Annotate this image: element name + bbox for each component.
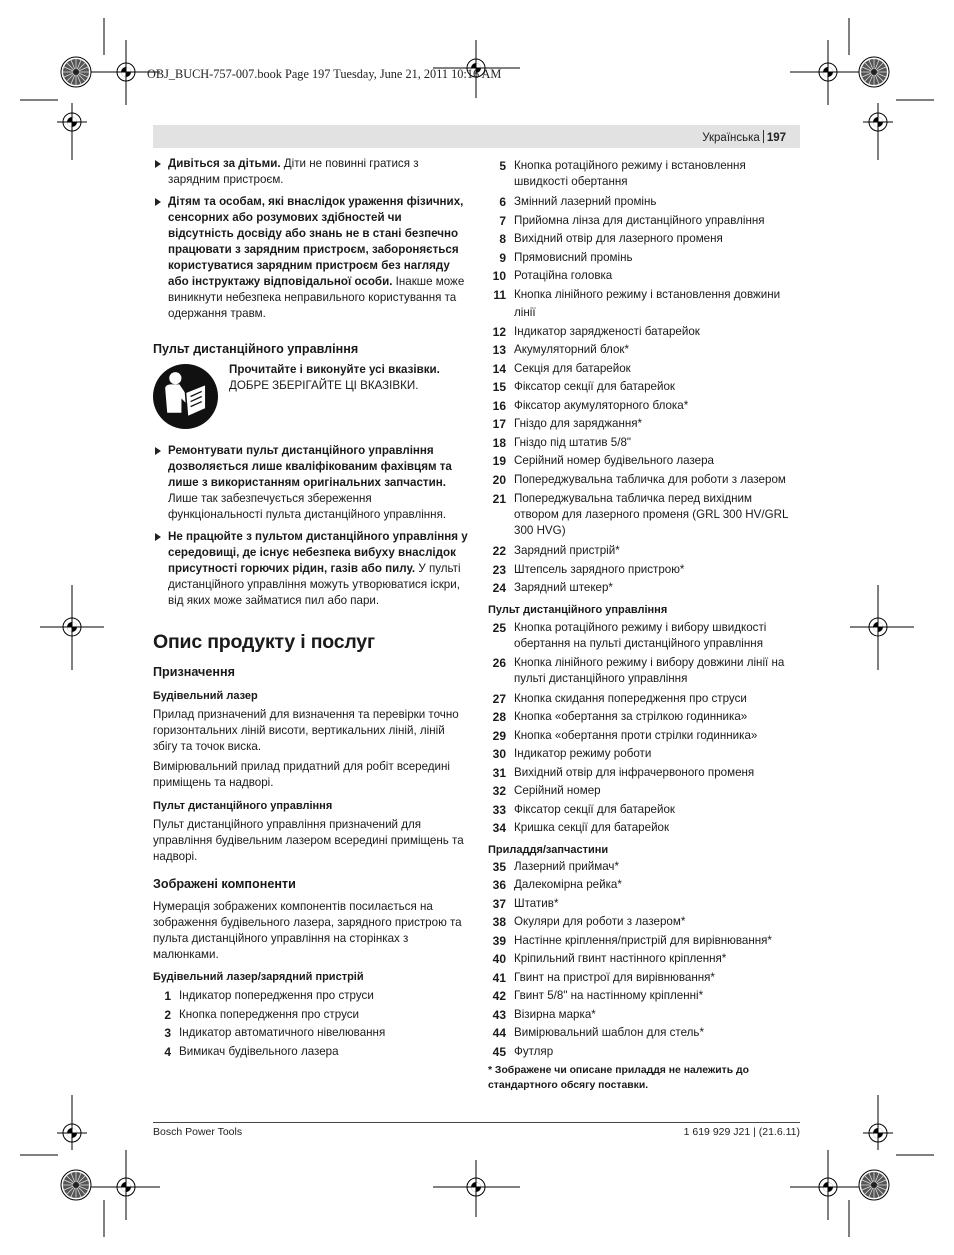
footer-brand: Bosch Power Tools: [153, 1126, 243, 1138]
list-item: [488, 895, 800, 914]
list-item: [153, 1006, 468, 1025]
list-item: [488, 360, 800, 379]
item-text: Індикатор автоматичного нівелювання: [179, 1026, 386, 1039]
item-number: 35: [492, 859, 506, 874]
item-text: Кріпильний гвинт настінного кріплення*: [514, 952, 727, 965]
item-number: 37: [492, 896, 506, 911]
bullet-bold-text: Дітям та особам, які внаслідок ураження фізичних, сенсорних або розумових здібностей чи відсутність досвіду або знань не в стані безпечно працювати з зарядним пристроєм, забороняється користуватися зарядним пристроєм без нагляду або інструктажу відповідальної особи.: [168, 195, 464, 288]
item-number: 28: [492, 710, 506, 724]
list-item: [488, 434, 800, 453]
bullet-text: У пульті дистанційного управління можуть утворюватися іскри, від яких може займатися пил або пари.: [168, 562, 461, 607]
list-item: [153, 987, 468, 1006]
read-manual-icon: [153, 364, 218, 429]
item-text: Кнопка ротаційного режиму і вибору швидкості обертання на пульті дистанційного управління: [514, 620, 767, 650]
remote-components-heading: Пульт дистанційного управління: [488, 603, 668, 616]
item-text: Кнопка «обертання проти стрілки годинника»: [514, 728, 758, 742]
page-header-bar: [153, 125, 800, 148]
page-number: 197: [766, 132, 786, 144]
item-text: Кнопка скидання попередження про струси: [514, 691, 747, 705]
list-item: [488, 158, 800, 190]
list-item: [488, 579, 800, 598]
remote-purpose-heading: Пульт дистанційного управління: [153, 800, 333, 812]
item-number: 17: [492, 417, 506, 431]
item-number: 31: [492, 765, 506, 780]
item-number: 23: [492, 562, 506, 577]
bullet-text: Діти не повинні гратися з зарядним пристроєм.: [168, 157, 419, 186]
item-number: 19: [492, 454, 506, 468]
item-text: Гніздо під штатив 5/8": [514, 435, 632, 449]
footer-doc-number: 1 619 929 J21 | (21.6.11): [683, 1126, 800, 1138]
item-text: Візирна марка*: [514, 1007, 596, 1021]
footer-rule: [153, 1122, 800, 1123]
list-item: [488, 987, 800, 1006]
list-item: [488, 323, 800, 342]
building-laser-paragraph-2: Вимірювальний прилад придатний для робіт всередині приміщень та надворі.: [153, 760, 451, 789]
list-item: [488, 819, 800, 838]
footnote: * Зображене чи описане приладдя не належить до стандартного обсягу поставки.: [488, 1065, 749, 1091]
item-number: 24: [492, 581, 506, 595]
item-text: Прямовисний промінь: [514, 250, 633, 264]
item-number: 5: [499, 159, 506, 173]
item-number: 38: [492, 915, 506, 929]
list-item: [488, 782, 800, 801]
item-text: Штепсель зарядного пристрою*: [514, 562, 685, 576]
item-text: Настінне кріплення/пристрій для вирівнювання*: [514, 933, 772, 947]
laser-charger-heading: Будівельний лазер/зарядний пристрій: [153, 971, 364, 983]
bullet-bold-text: Не працюйте з пультом дистанційного управління у середовищі, де існує небезпека вибуху внаслідок присутності горючих рідин, газів або пилу.: [168, 530, 468, 575]
item-number: 45: [492, 1044, 506, 1059]
remote-purpose-paragraph: Пульт дистанційного управління призначений для управління будівельним лазером всередині приміщень та надворі.: [153, 818, 464, 863]
item-text: Лазерний приймач*: [514, 859, 619, 873]
item-number: 39: [492, 933, 506, 948]
list-item: [488, 286, 800, 323]
right-column: [488, 156, 800, 1093]
list-item: [488, 1024, 800, 1043]
item-number: 33: [492, 802, 506, 817]
item-text: Секція для батарейок: [514, 361, 631, 375]
item-text: Вихідний отвір для інфрачервоного променя: [514, 765, 755, 779]
list-item: [488, 193, 800, 212]
item-number: 36: [492, 878, 506, 892]
item-number: 27: [492, 691, 506, 706]
item-number: 11: [493, 287, 506, 302]
item-text: Прийомна лінза для дистанційного управління: [514, 213, 765, 227]
item-text: Кнопка лінійного режиму і вибору довжини лінії на пульті дистанційного управління: [514, 655, 785, 685]
list-item: [488, 620, 800, 652]
item-text: Вимірювальний шаблон для стель*: [514, 1026, 704, 1039]
list-item: [488, 491, 800, 539]
components-list-d: [488, 858, 800, 1062]
list-item: [488, 764, 800, 783]
read-instructions-bold: Прочитайте і виконуйте усі вказівки.: [229, 363, 440, 376]
components-list-a: [153, 987, 468, 1061]
list-item: [488, 230, 800, 249]
item-number: 34: [492, 821, 506, 835]
components-list-c: [488, 620, 800, 838]
list-item: [488, 378, 800, 397]
item-text: Гніздо для заряджання*: [514, 417, 643, 430]
item-text: Зарядний пристрій*: [514, 544, 620, 557]
item-text: Штатив*: [514, 896, 559, 910]
list-item: [488, 932, 800, 951]
item-text: Акумуляторний блок*: [514, 343, 629, 356]
item-number: 15: [492, 380, 506, 394]
list-item: [488, 1043, 800, 1062]
building-laser-paragraph: Прилад призначений для визначення та перевірки точно горизонтальних ліній висоти, вертикальних ліній, ліній збігу та точок виска.: [153, 708, 459, 753]
item-number: 41: [492, 970, 506, 985]
item-number: 14: [492, 361, 506, 376]
item-text: Індикатор попередження про струси: [179, 989, 374, 1002]
list-item: [488, 249, 800, 268]
item-text: Фіксатор секції для батарейок: [514, 802, 675, 816]
item-text: Серійний номер будівельного лазера: [514, 454, 714, 467]
header-language: Українська: [702, 132, 760, 144]
item-number: 8: [499, 232, 506, 246]
safety-bullet: [153, 194, 468, 322]
components-paragraph: Нумерація зображених компонентів посилається на зображення будівельного лазера, зарядного пристрою та пульта дистанційного управління на сторінках з малюнками.: [153, 900, 462, 961]
list-item: [488, 950, 800, 969]
item-text: Гвинт на пристрої для вирівнювання*: [514, 970, 715, 984]
item-text: Попереджувальна табличка для роботи з лазером: [514, 472, 786, 486]
list-item: [488, 690, 800, 709]
item-text: Вихідний отвір для лазерного променя: [514, 232, 723, 245]
item-text: Кнопка лінійного режиму і встановлення довжини лінії: [514, 287, 781, 319]
item-number: 18: [492, 435, 506, 450]
bullet-bold-text: Ремонтувати пульт дистанційного управління дозволяється лише кваліфікованим фахівцям та лише з використанням оригінальних запчастин.: [168, 444, 452, 489]
item-number: 1: [164, 989, 171, 1003]
list-item: [488, 745, 800, 764]
list-item: [488, 397, 800, 416]
list-item: [488, 708, 800, 727]
list-item: [488, 876, 800, 895]
read-instructions-block: [153, 362, 468, 429]
section-title: Опис продукту і послуг: [153, 631, 375, 653]
item-number: 30: [492, 747, 506, 761]
item-number: 42: [492, 989, 506, 1003]
item-text: Ротаційна головка: [514, 269, 613, 282]
item-number: 6: [499, 195, 506, 209]
list-item: [153, 1043, 468, 1062]
item-number: 4: [164, 1044, 171, 1059]
item-text: Зарядний штекер*: [514, 581, 613, 594]
item-number: 7: [499, 213, 506, 228]
item-text: Футляр: [514, 1044, 554, 1058]
item-text: Попереджувальна табличка перед вихідним отвором для лазерного променя (GRL 300 HV/GRL 300 HVG): [514, 492, 789, 537]
item-text: Далекомірна рейка*: [514, 878, 622, 891]
item-text: Індикатор зарядженості батарейок: [514, 324, 700, 338]
remote-bullet: [153, 443, 468, 523]
item-number: 9: [499, 250, 506, 265]
left-column: [153, 156, 468, 1061]
item-text: Вимикач будівельного лазера: [179, 1044, 339, 1058]
item-number: 3: [164, 1026, 171, 1040]
item-text: Кнопка попередження про струси: [179, 1007, 360, 1021]
list-item: [488, 969, 800, 988]
item-number: 43: [492, 1007, 506, 1022]
item-text: Змінний лазерний промінь: [514, 195, 657, 208]
list-item: [488, 561, 800, 580]
list-item: [488, 212, 800, 231]
item-text: Серійний номер: [514, 784, 601, 797]
list-item: [488, 471, 800, 490]
accessories-heading: Приладдя/запчастини: [488, 843, 609, 856]
item-number: 26: [492, 655, 506, 670]
item-text: Кришка секції для батарейок: [514, 821, 670, 834]
item-text: Кнопка «обертання за стрілкою годинника»: [514, 710, 748, 723]
item-text: Кнопка ротаційного режиму і встановлення швидкості обертання: [514, 159, 746, 188]
building-laser-heading: Будівельний лазер: [153, 690, 258, 702]
purpose-heading: Призначення: [153, 665, 235, 679]
item-text: Фіксатор акумуляторного блока*: [514, 398, 689, 412]
list-item: [488, 858, 800, 877]
page-header: [702, 130, 786, 144]
item-number: 16: [492, 398, 506, 413]
item-text: Індикатор режиму роботи: [514, 747, 652, 760]
item-text: Гвинт 5/8" на настінному кріпленні*: [514, 989, 704, 1002]
remote-bullet: [153, 529, 468, 609]
remote-safety-heading: Пульт дистанційного управління: [153, 342, 359, 356]
components-heading: Зображені компоненти: [153, 877, 296, 891]
list-item: [488, 452, 800, 471]
bullet-bold-text: Дивіться за дітьми.: [168, 157, 281, 170]
item-number: 44: [492, 1026, 506, 1040]
book-info-line: OBJ_BUCH-757-007.book Page 197 Tuesday, June 21, 2011 10:16 AM: [147, 67, 502, 81]
bullet-text: Лише так забезпечується збереження функціональності пульта дистанційного управління.: [168, 492, 447, 521]
list-item: [488, 267, 800, 286]
item-number: 29: [492, 728, 506, 743]
item-number: 25: [492, 620, 506, 635]
item-number: 32: [492, 784, 506, 798]
item-number: 21: [492, 492, 506, 506]
list-item: [488, 801, 800, 820]
item-number: 12: [492, 324, 506, 339]
list-item: [488, 341, 800, 360]
list-item: [488, 415, 800, 434]
item-number: 22: [492, 544, 506, 558]
list-item: [488, 542, 800, 561]
item-number: 13: [492, 343, 506, 357]
item-text: Окуляри для роботи з лазером*: [514, 915, 686, 928]
components-list-b: [488, 158, 800, 598]
item-number: 20: [492, 472, 506, 487]
list-item: [488, 913, 800, 932]
item-text: Фіксатор секції для батарейок: [514, 380, 675, 393]
bullet-text: Інакше може виникнути небезпека неправильного користування та одержання травм.: [168, 275, 465, 320]
item-number: 10: [492, 269, 506, 283]
read-instructions-text: [229, 362, 440, 394]
header-separator: [763, 130, 764, 143]
list-item: [488, 727, 800, 746]
safety-bullet: [153, 156, 468, 188]
list-item: [488, 1006, 800, 1025]
list-item: [153, 1024, 468, 1043]
item-number: 40: [492, 952, 506, 966]
list-item: [488, 655, 800, 687]
keep-instructions-text: ДОБРЕ ЗБЕРІГАЙТЕ ЦІ ВКАЗІВКИ.: [229, 379, 419, 392]
item-number: 2: [164, 1007, 171, 1022]
